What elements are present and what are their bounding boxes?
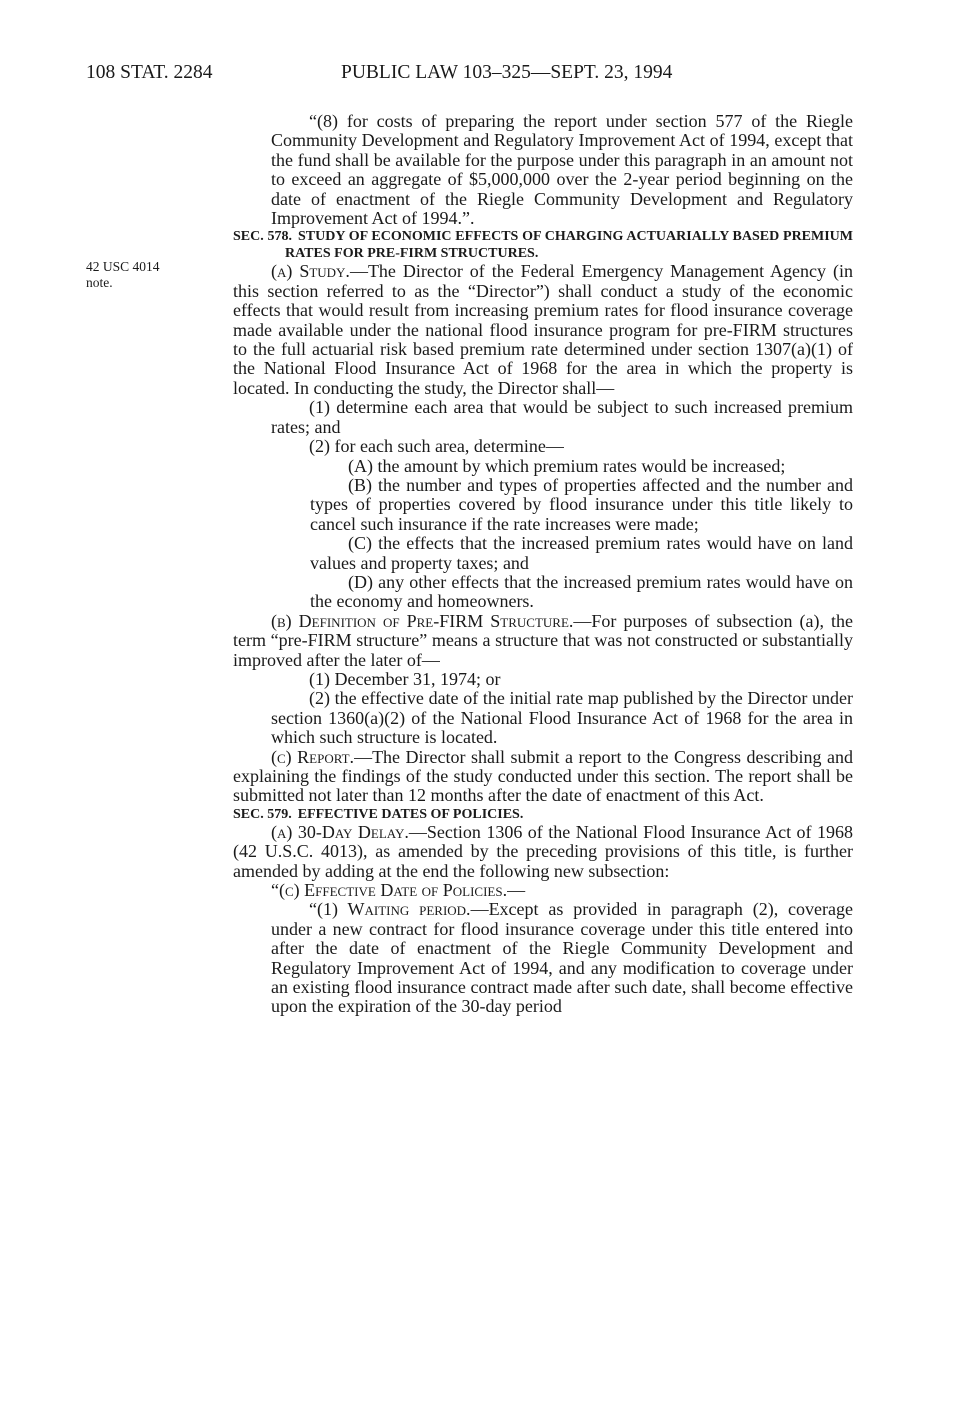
body-text: [233, 112, 853, 1017]
inserted-paragraph-c-1: [233, 900, 853, 1016]
inserted-subsection-c-heading: [233, 881, 853, 900]
margin-note-line-2: note.: [86, 275, 113, 290]
paragraph-578-b-2: (2) the effective date of the initial rate map published by the Director under section 1360(a)(2) of the National Flood Insurance Act of 1968 for the area in which such structure is located.: [271, 688, 853, 748]
subsection-579-a-label: (a) 30-Day Delay.: [271, 821, 409, 842]
section-578-title: STUDY OF ECONOMIC EFFECTS OF CHARGING ACTUARIALLY BASED PREMIUM RATES FOR PRE-FIRM STRUCTURES.: [285, 229, 853, 262]
inserted-subsection-c-dash: —: [507, 880, 526, 901]
section-579-number: SEC. 579.: [233, 806, 292, 822]
inserted-paragraph-c-1-label: “(1) Waiting period.: [309, 899, 471, 920]
margin-note-line-1: 42 USC 4014: [86, 259, 160, 274]
subparagraph-578-a-2-A: (A) the amount by which premium rates would be increased;: [348, 455, 786, 476]
subsection-579-a: [233, 823, 853, 881]
subsection-578-b: [233, 612, 853, 670]
subsection-579-a-text: —Section 1306 of the National Flood Insurance Act of 1968 (42 U.S.C. 4013), as amended by the preceding provisions of this title, is further amended by adding at the end the following new subsection:: [233, 821, 853, 881]
running-header-title: PUBLIC LAW 103–325—SEPT. 23, 1994: [341, 62, 673, 83]
subsection-578-b-text: —For purposes of subsection (a), the term “pre-FIRM structure” means a structure that was not constructed or substantially improved after the later of—: [233, 610, 853, 670]
subsection-578-c-text: —The Director shall submit a report to the Congress describing and explaining the findings of the study conducted under this section. The report shall be submitted not later than 12 months after the date of enactment of this Act.: [233, 746, 853, 806]
inserted-subsection-c-label: “(c) Effective Date of Policies.: [271, 880, 508, 901]
subparagraph-578-a-2-C: (C) the effects that the increased premium rates would have on land values and property taxes; and: [310, 533, 853, 573]
section-578-heading: [233, 228, 853, 262]
subsection-578-b-label: (b) Definition of Pre-FIRM Structure.: [271, 610, 574, 631]
subparagraph-578-a-2-B: (B) the number and types of properties affected and the number and types of properties covered by flood insurance under this title likely to cancel such insurance if the rate increases were made;: [310, 474, 853, 534]
section-578-number: SEC. 578.: [233, 229, 293, 245]
subsection-578-a-label: (a) Study.: [271, 261, 350, 282]
section-579-heading: [233, 806, 853, 823]
inserted-paragraph-c-1-text: —Except as provided in paragraph (2), coverage under a new contract for flood insurance coverage under this title entered into after the date of enactment of the Riegle Community Development and Regulatory Improvement Act of 1994, and any modification to coverage under an existing flood insurance contract made after such date, shall become effective upon the expiration of the 30-day period: [271, 899, 853, 1017]
section-579-title: EFFECTIVE DATES OF POLICIES.: [297, 806, 524, 822]
paragraph-578-b-1: (1) December 31, 1974; or: [309, 668, 501, 689]
subsection-578-c: [233, 748, 853, 806]
paragraph-8: “(8) for costs of preparing the report under section 577 of the Riegle Community Development and Regulatory Improvement Act of 1994, except that the fund shall be available for the purpose under this paragraph in an amount not to exceed an aggregate of $5,000,000 over the 2-year period beginning on the date of enactment of the Riegle Community Development and Regulatory Improvement Act of 1994.”.: [271, 111, 853, 229]
paragraph-578-a-2: (2) for each such area, determine—: [309, 436, 564, 457]
paragraph-578-a-1: (1) determine each area that would be subject to such increased premium rates; and: [271, 397, 853, 437]
subsection-578-c-label: (c) Report.: [271, 746, 355, 767]
subsection-578-a: [233, 262, 853, 398]
subsection-578-a-text: —The Director of the Federal Emergency Management Agency (in this section referred to as the “Director”) shall conduct a study of the economic effects that would result from increasing premium rates for flood insurance coverage made available under the national flood insurance program for pre-FIRM structures to the full actuarial risk based premium rate determined under section 1307(a)(1) of the National Flood Insurance Act of 1968 for the area in which the property is located. In conducting the study, the Director shall—: [233, 261, 853, 398]
subparagraph-578-a-2-D: (D) any other effects that the increased premium rates would have on the economy and homeowners.: [310, 571, 853, 612]
stat-reference: 108 STAT. 2284: [86, 62, 213, 83]
margin-note: [86, 259, 216, 291]
